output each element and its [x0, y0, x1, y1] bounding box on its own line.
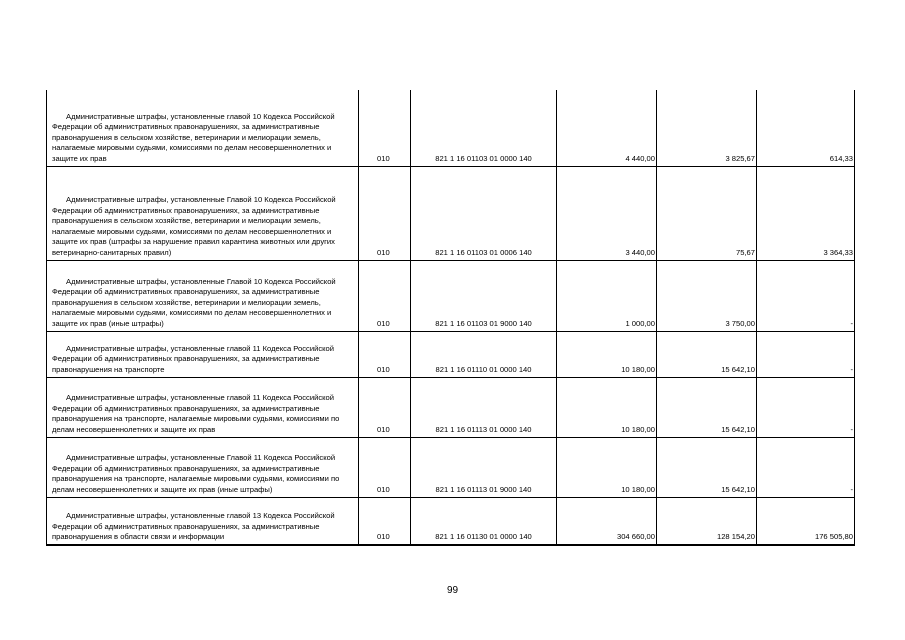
budget-code-cell: 821 1 16 01103 01 0000 140: [411, 90, 557, 166]
row-name-cell: [47, 90, 359, 166]
executed-amount-cell: 3 750,00: [657, 260, 757, 331]
table-row: [47, 166, 855, 260]
table-row: [47, 497, 855, 545]
approved-amount-cell: 10 180,00: [557, 377, 657, 437]
line-code-cell: 010: [359, 497, 411, 545]
row-name: Административные штрафы, установленные главой 13 Кодекса Российской Федерации об административных правонарушениях, за административные правонарушения в области связи и информации: [52, 511, 335, 542]
row-name: Административные штрафы, установленные Главой 11 Кодекса Российской Федерации об административных правонарушениях, за административные правонарушения на транспорте, налагаемые мировыми судьями, комиссиями по делам несовершеннолетних и защите их прав (иные штрафы): [52, 453, 340, 494]
page-number: 99: [446, 585, 459, 596]
table-row: [47, 331, 855, 377]
budget-code-cell: 821 1 16 01113 01 9000 140: [411, 437, 557, 497]
table-row: [47, 260, 855, 331]
row-name-cell: [47, 331, 359, 377]
table-row: [47, 90, 855, 166]
row-name-cell: [47, 377, 359, 437]
line-code-cell: 010: [359, 377, 411, 437]
row-name: Административные штрафы, установленные Главой 10 Кодекса Российской Федерации об административных правонарушениях, за административные правонарушения в сельском хозяйстве, ветеринарии и мелиорации земель, налагаемые мировыми судьями, комиссиями по делам несовершеннолетних и защите их прав (иные штрафы): [52, 276, 336, 328]
budget-code-cell: 821 1 16 01103 01 9000 140: [411, 260, 557, 331]
row-name: Административные штрафы, установленные главой 11 Кодекса Российской Федерации об административных правонарушениях, за административные правонарушения на транспорте: [52, 343, 335, 374]
executed-amount-cell: 128 154,20: [657, 497, 757, 545]
unexecuted-amount-cell: -: [757, 377, 855, 437]
budget-code-cell: 821 1 16 01110 01 0000 140: [411, 331, 557, 377]
executed-amount-cell: 75,67: [657, 166, 757, 260]
budget-code-cell: 821 1 16 01130 01 0000 140: [411, 497, 557, 545]
revenue-table: [46, 90, 855, 546]
unexecuted-amount-cell: -: [757, 260, 855, 331]
row-name: Административные штрафы, установленные главой 11 Кодекса Российской Федерации об административных правонарушениях, за административные правонарушения на транспорте, налагаемые мировыми судьями, комиссиями по делам несовершеннолетних и защите их прав: [52, 393, 340, 434]
approved-amount-cell: 4 440,00: [557, 90, 657, 166]
row-name: Административные штрафы, установленные Главой 10 Кодекса Российской Федерации об административных правонарушениях, за административные правонарушения в сельском хозяйстве, ветеринарии и мелиорации земель, налагаемые мировыми судьями, комиссиями по делам несовершеннолетних и защите их прав (штрафы за нарушение правил карантина животных или других ветеринарно-санитарных правил): [52, 194, 336, 257]
unexecuted-amount-cell: -: [757, 437, 855, 497]
approved-amount-cell: 10 180,00: [557, 437, 657, 497]
unexecuted-amount-cell: 614,33: [757, 90, 855, 166]
row-name-cell: [47, 437, 359, 497]
unexecuted-amount-cell: -: [757, 331, 855, 377]
line-code-cell: 010: [359, 437, 411, 497]
row-name: Административные штрафы, установленные главой 10 Кодекса Российской Федерации об административных правонарушениях, за административные правонарушения в сельском хозяйстве, ветеринарии и мелиорации земель, налагаемые мировыми судьями, комиссиями по делам несовершеннолетних и защите их прав: [52, 111, 335, 163]
row-name-cell: [47, 260, 359, 331]
approved-amount-cell: 3 440,00: [557, 166, 657, 260]
approved-amount-cell: 304 660,00: [557, 497, 657, 545]
line-code-cell: 010: [359, 331, 411, 377]
executed-amount-cell: 15 642,10: [657, 437, 757, 497]
line-code-cell: 010: [359, 90, 411, 166]
line-code-cell: 010: [359, 260, 411, 331]
executed-amount-cell: 3 825,67: [657, 90, 757, 166]
executed-amount-cell: 15 642,10: [657, 331, 757, 377]
table-row: [47, 437, 855, 497]
row-name-cell: [47, 166, 359, 260]
line-code-cell: 010: [359, 166, 411, 260]
executed-amount-cell: 15 642,10: [657, 377, 757, 437]
budget-code-cell: 821 1 16 01103 01 0006 140: [411, 166, 557, 260]
budget-code-cell: 821 1 16 01113 01 0000 140: [411, 377, 557, 437]
row-name-cell: [47, 497, 359, 545]
unexecuted-amount-cell: 176 505,80: [757, 497, 855, 545]
unexecuted-amount-cell: 3 364,33: [757, 166, 855, 260]
approved-amount-cell: 10 180,00: [557, 331, 657, 377]
approved-amount-cell: 1 000,00: [557, 260, 657, 331]
table-row: [47, 377, 855, 437]
